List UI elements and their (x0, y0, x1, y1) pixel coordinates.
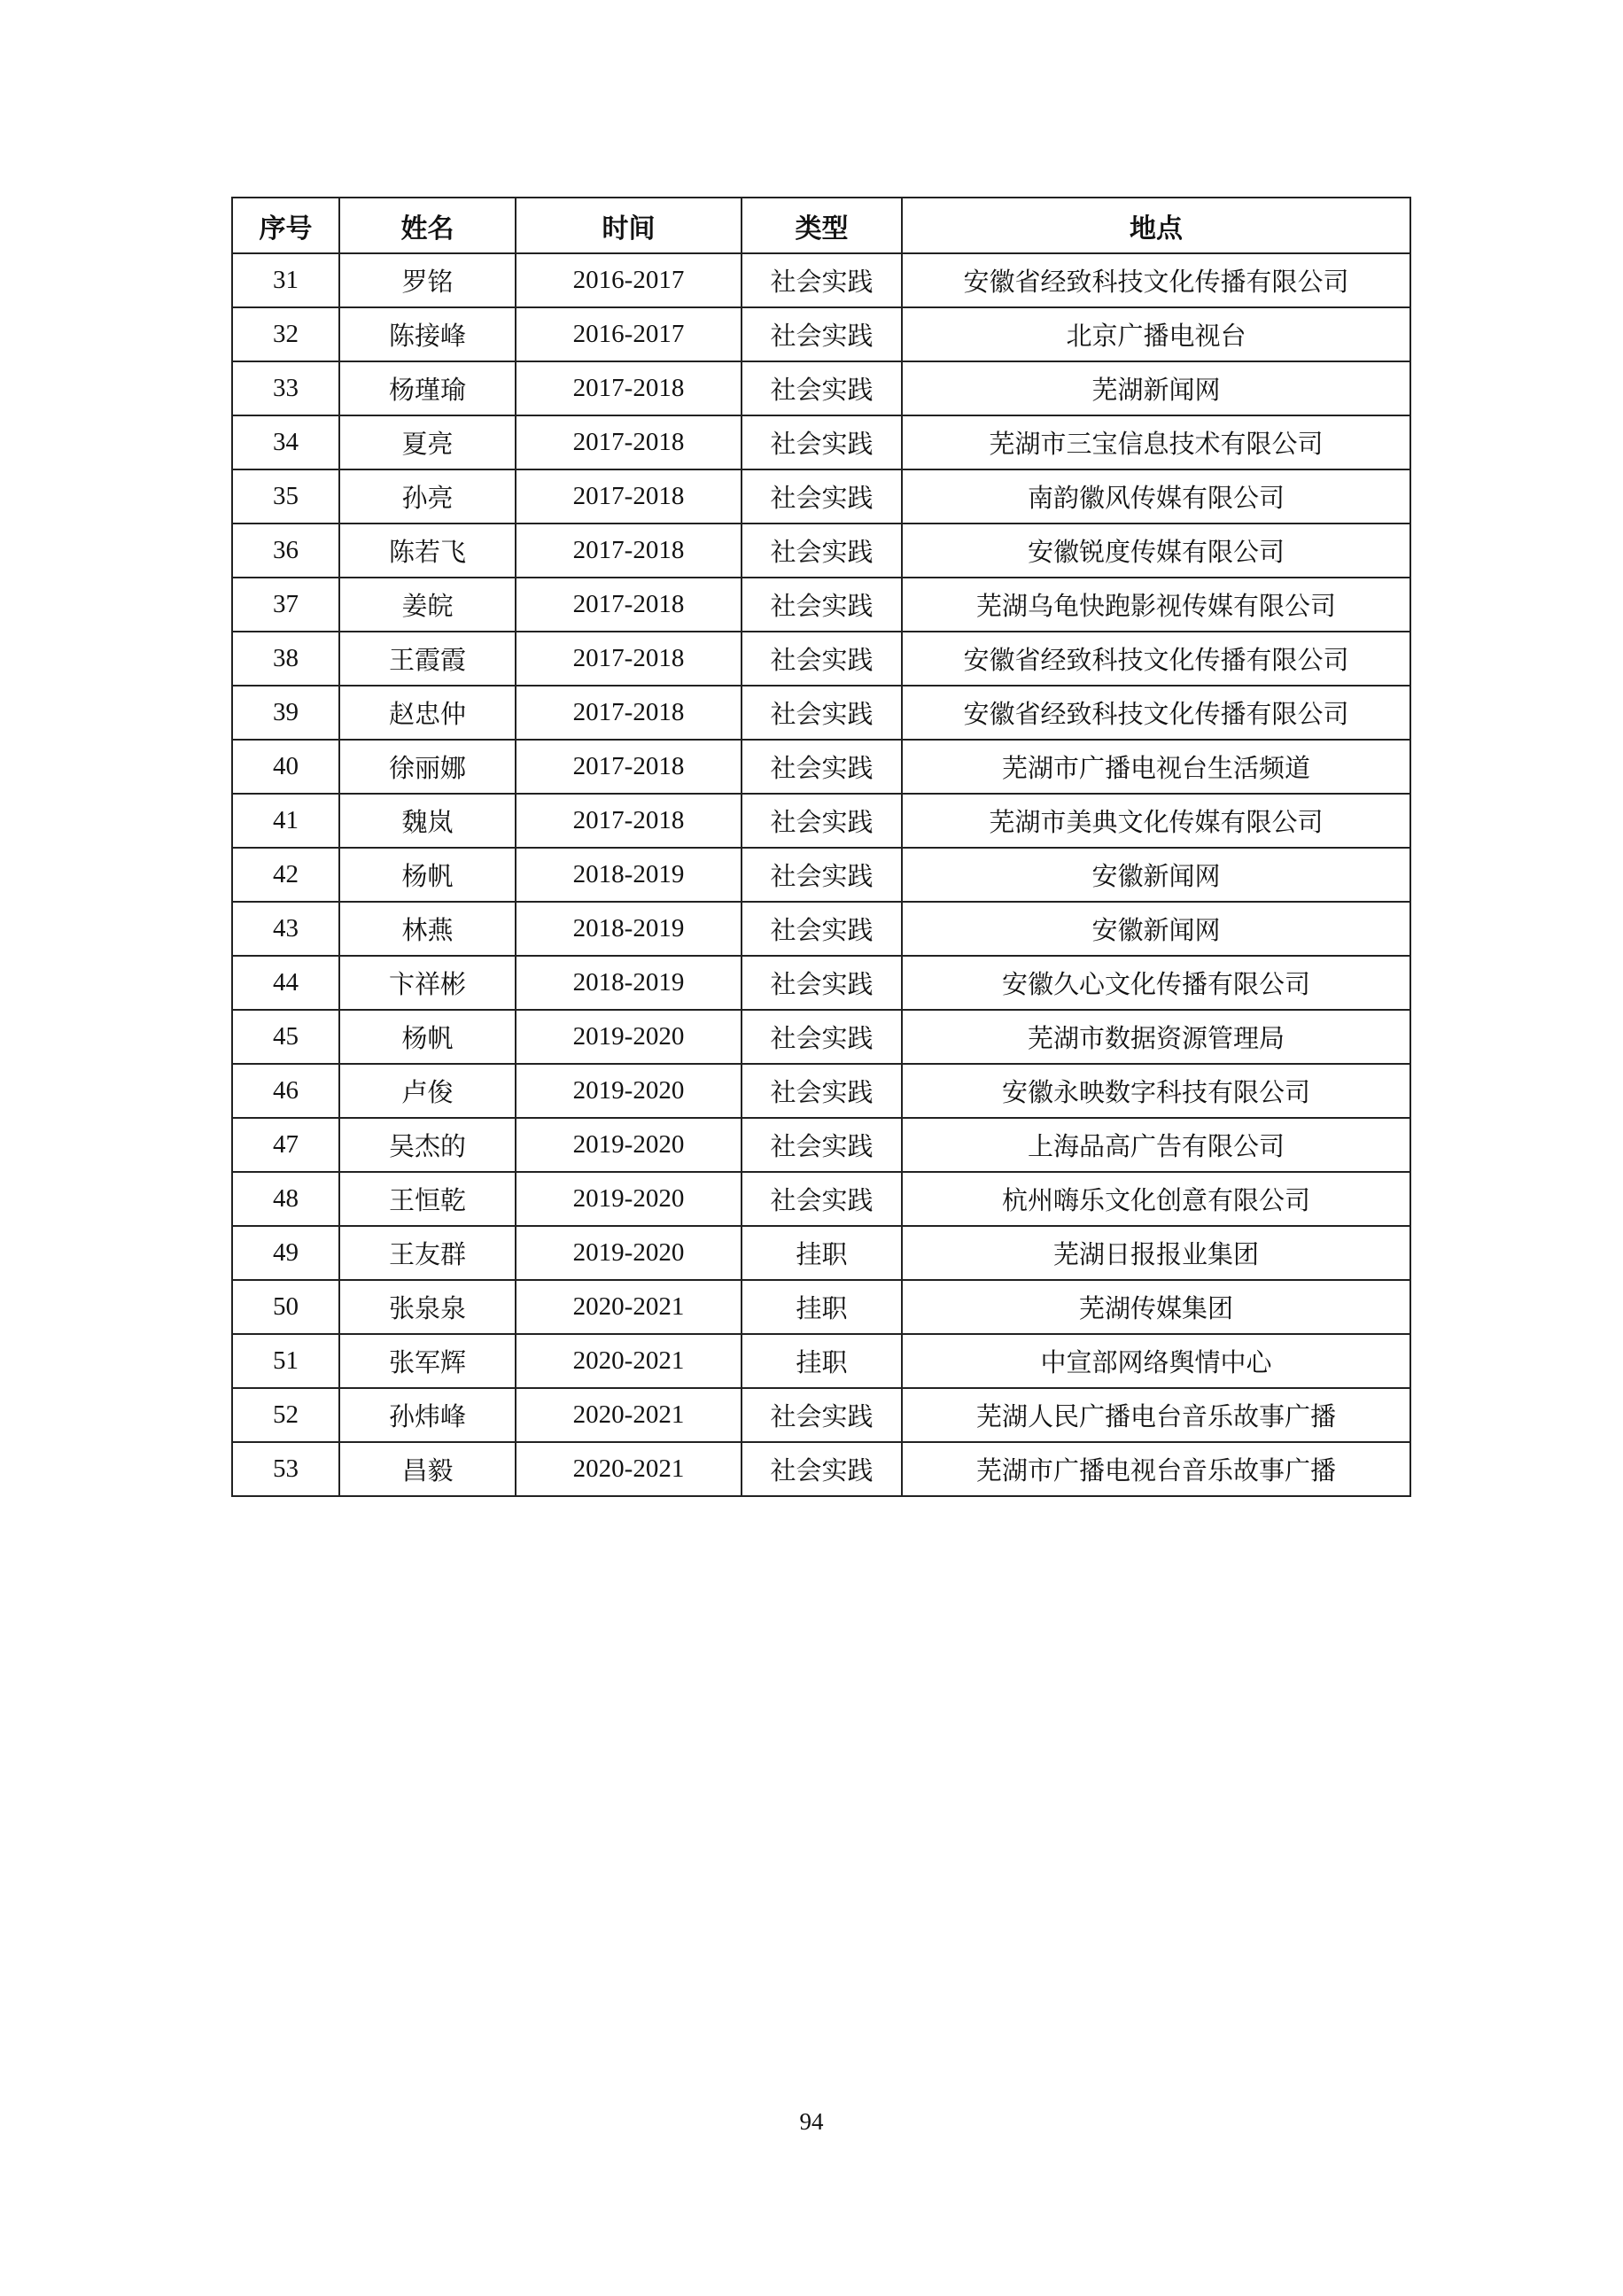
cell-location: 中宣部网络舆情中心 (902, 1334, 1410, 1388)
practice-records-table (231, 197, 1411, 1497)
cell-name: 赵忠仲 (339, 686, 516, 740)
cell-no: 43 (232, 902, 339, 956)
table-row (232, 1118, 1410, 1172)
cell-location: 芜湖市广播电视台音乐故事广播 (902, 1442, 1410, 1496)
cell-location: 安徽省经致科技文化传播有限公司 (902, 686, 1410, 740)
cell-type: 社会实践 (742, 307, 902, 361)
cell-no: 37 (232, 578, 339, 632)
cell-type: 社会实践 (742, 632, 902, 686)
cell-time: 2018-2019 (516, 902, 742, 956)
cell-type: 社会实践 (742, 1172, 902, 1226)
table-row (232, 361, 1410, 415)
cell-no: 45 (232, 1010, 339, 1064)
cell-no: 31 (232, 253, 339, 307)
cell-no: 50 (232, 1280, 339, 1334)
cell-type: 社会实践 (742, 1010, 902, 1064)
table-row (232, 1334, 1410, 1388)
cell-no: 39 (232, 686, 339, 740)
cell-name: 杨瑾瑜 (339, 361, 516, 415)
cell-name: 陈接峰 (339, 307, 516, 361)
cell-time: 2017-2018 (516, 686, 742, 740)
table-row (232, 956, 1410, 1010)
cell-type: 社会实践 (742, 902, 902, 956)
cell-name: 卢俊 (339, 1064, 516, 1118)
cell-location: 安徽省经致科技文化传播有限公司 (902, 253, 1410, 307)
cell-type: 社会实践 (742, 1064, 902, 1118)
cell-time: 2018-2019 (516, 956, 742, 1010)
cell-time: 2016-2017 (516, 253, 742, 307)
table-row (232, 415, 1410, 469)
cell-no: 34 (232, 415, 339, 469)
header-no: 序号 (232, 198, 339, 253)
cell-type: 社会实践 (742, 686, 902, 740)
cell-location: 安徽新闻网 (902, 902, 1410, 956)
cell-name: 徐丽娜 (339, 740, 516, 794)
cell-no: 40 (232, 740, 339, 794)
cell-time: 2017-2018 (516, 578, 742, 632)
cell-type: 社会实践 (742, 956, 902, 1010)
cell-time: 2017-2018 (516, 524, 742, 578)
cell-location: 芜湖市数据资源管理局 (902, 1010, 1410, 1064)
cell-type: 社会实践 (742, 524, 902, 578)
cell-time: 2019-2020 (516, 1010, 742, 1064)
cell-no: 41 (232, 794, 339, 848)
table-row (232, 1442, 1410, 1496)
cell-name: 王友群 (339, 1226, 516, 1280)
cell-no: 49 (232, 1226, 339, 1280)
cell-location: 芜湖乌龟快跑影视传媒有限公司 (902, 578, 1410, 632)
cell-name: 孙亮 (339, 469, 516, 524)
table-row (232, 578, 1410, 632)
cell-name: 林燕 (339, 902, 516, 956)
cell-name: 杨帆 (339, 1010, 516, 1064)
cell-name: 夏亮 (339, 415, 516, 469)
cell-time: 2017-2018 (516, 632, 742, 686)
cell-time: 2020-2021 (516, 1280, 742, 1334)
table-row (232, 1280, 1410, 1334)
table-row (232, 1172, 1410, 1226)
table-row (232, 902, 1410, 956)
cell-type: 社会实践 (742, 469, 902, 524)
cell-type: 挂职 (742, 1226, 902, 1280)
table-row (232, 1226, 1410, 1280)
cell-type: 社会实践 (742, 740, 902, 794)
cell-location: 北京广播电视台 (902, 307, 1410, 361)
cell-location: 安徽省经致科技文化传播有限公司 (902, 632, 1410, 686)
cell-time: 2020-2021 (516, 1388, 742, 1442)
cell-no: 33 (232, 361, 339, 415)
table-row (232, 1388, 1410, 1442)
cell-location: 安徽永映数字科技有限公司 (902, 1064, 1410, 1118)
cell-location: 芜湖市三宝信息技术有限公司 (902, 415, 1410, 469)
cell-name: 姜皖 (339, 578, 516, 632)
cell-type: 挂职 (742, 1280, 902, 1334)
cell-name: 王霞霞 (339, 632, 516, 686)
table-row (232, 632, 1410, 686)
cell-type: 社会实践 (742, 361, 902, 415)
cell-location: 芜湖人民广播电台音乐故事广播 (902, 1388, 1410, 1442)
cell-no: 48 (232, 1172, 339, 1226)
cell-time: 2019-2020 (516, 1172, 742, 1226)
cell-type: 社会实践 (742, 1118, 902, 1172)
cell-no: 52 (232, 1388, 339, 1442)
table-row (232, 794, 1410, 848)
header-type: 类型 (742, 198, 902, 253)
cell-location: 安徽久心文化传播有限公司 (902, 956, 1410, 1010)
cell-time: 2020-2021 (516, 1442, 742, 1496)
cell-no: 35 (232, 469, 339, 524)
cell-time: 2017-2018 (516, 794, 742, 848)
table-row (232, 253, 1410, 307)
cell-name: 杨帆 (339, 848, 516, 902)
cell-location: 芜湖日报报业集团 (902, 1226, 1410, 1280)
table-row (232, 307, 1410, 361)
cell-location: 安徽锐度传媒有限公司 (902, 524, 1410, 578)
cell-type: 社会实践 (742, 578, 902, 632)
cell-type: 社会实践 (742, 848, 902, 902)
cell-location: 上海品高广告有限公司 (902, 1118, 1410, 1172)
cell-name: 魏岚 (339, 794, 516, 848)
cell-location: 芜湖传媒集团 (902, 1280, 1410, 1334)
cell-name: 孙炜峰 (339, 1388, 516, 1442)
table-row (232, 686, 1410, 740)
cell-time: 2018-2019 (516, 848, 742, 902)
cell-time: 2019-2020 (516, 1064, 742, 1118)
cell-type: 社会实践 (742, 794, 902, 848)
cell-name: 吴杰的 (339, 1118, 516, 1172)
cell-type: 社会实践 (742, 415, 902, 469)
header-name: 姓名 (339, 198, 516, 253)
cell-location: 南韵徽风传媒有限公司 (902, 469, 1410, 524)
cell-name: 陈若飞 (339, 524, 516, 578)
cell-no: 51 (232, 1334, 339, 1388)
cell-no: 42 (232, 848, 339, 902)
cell-time: 2017-2018 (516, 415, 742, 469)
cell-name: 张泉泉 (339, 1280, 516, 1334)
cell-location: 芜湖市美典文化传媒有限公司 (902, 794, 1410, 848)
cell-type: 社会实践 (742, 1442, 902, 1496)
cell-name: 卞祥彬 (339, 956, 516, 1010)
header-time: 时间 (516, 198, 742, 253)
table-row (232, 1064, 1410, 1118)
cell-time: 2017-2018 (516, 740, 742, 794)
cell-time: 2019-2020 (516, 1226, 742, 1280)
page-number: 94 (799, 2108, 824, 2135)
cell-type: 社会实践 (742, 253, 902, 307)
cell-type: 挂职 (742, 1334, 902, 1388)
cell-name: 罗铭 (339, 253, 516, 307)
cell-name: 昌毅 (339, 1442, 516, 1496)
cell-type: 社会实践 (742, 1388, 902, 1442)
cell-location: 芜湖新闻网 (902, 361, 1410, 415)
cell-location: 安徽新闻网 (902, 848, 1410, 902)
cell-no: 44 (232, 956, 339, 1010)
cell-no: 32 (232, 307, 339, 361)
cell-name: 王恒乾 (339, 1172, 516, 1226)
cell-time: 2016-2017 (516, 307, 742, 361)
cell-location: 杭州嗨乐文化创意有限公司 (902, 1172, 1410, 1226)
table-row (232, 524, 1410, 578)
cell-time: 2017-2018 (516, 469, 742, 524)
cell-name: 张军辉 (339, 1334, 516, 1388)
table-header-row (232, 198, 1410, 253)
table-body (232, 253, 1410, 1496)
cell-time: 2020-2021 (516, 1334, 742, 1388)
cell-no: 38 (232, 632, 339, 686)
header-location: 地点 (902, 198, 1410, 253)
cell-no: 47 (232, 1118, 339, 1172)
cell-time: 2019-2020 (516, 1118, 742, 1172)
cell-no: 46 (232, 1064, 339, 1118)
cell-location: 芜湖市广播电视台生活频道 (902, 740, 1410, 794)
cell-no: 53 (232, 1442, 339, 1496)
table-row (232, 1010, 1410, 1064)
cell-time: 2017-2018 (516, 361, 742, 415)
table-row (232, 740, 1410, 794)
table-row (232, 848, 1410, 902)
table-row (232, 469, 1410, 524)
cell-no: 36 (232, 524, 339, 578)
